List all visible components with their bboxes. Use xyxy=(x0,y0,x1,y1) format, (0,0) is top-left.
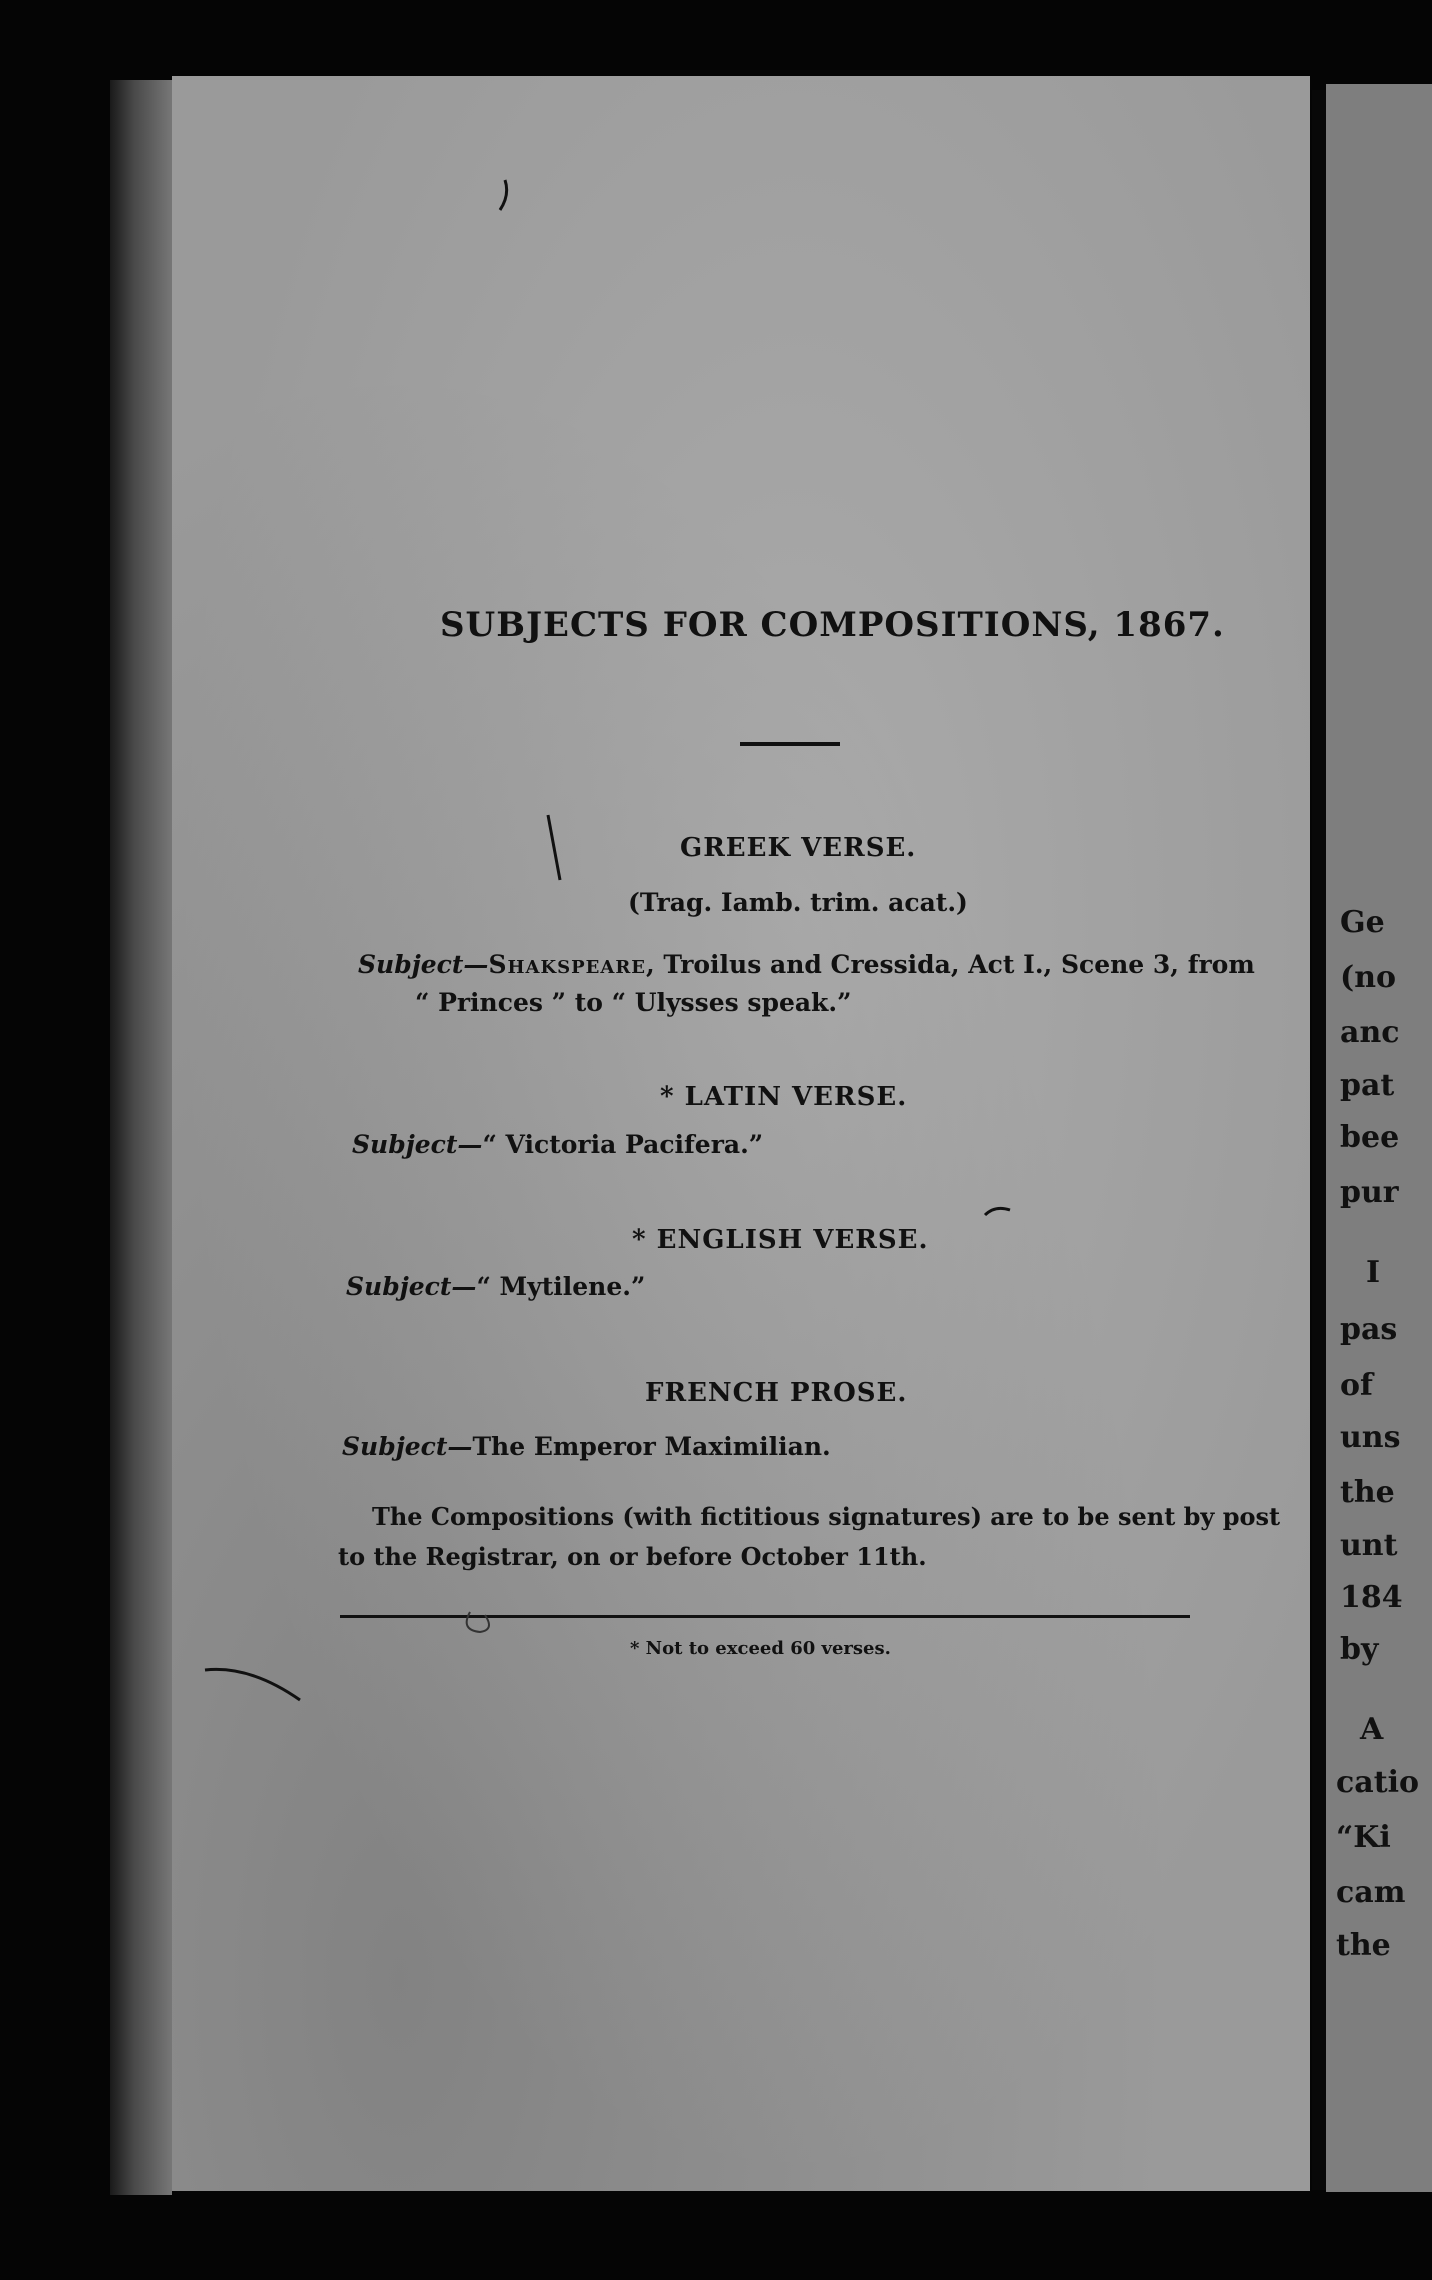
facing-page-fragment: the xyxy=(1336,1928,1391,1963)
pencil-stroke xyxy=(985,1208,1010,1215)
facing-page-fragment: catio xyxy=(1336,1765,1419,1800)
facing-page-fragment: Ge xyxy=(1340,905,1385,940)
subject-label: Subject— xyxy=(358,950,489,979)
facing-page-fragment: of xyxy=(1340,1368,1373,1403)
facing-page-fragment: cam xyxy=(1336,1875,1406,1910)
english-verse-heading: * ENGLISH VERSE. xyxy=(632,1225,929,1255)
instructions-line-2: to the Registrar, on or before October 11th. xyxy=(338,1542,927,1571)
subject-label: Subject— xyxy=(352,1130,483,1159)
page-title: SUBJECTS FOR COMPOSITIONS, 1867. xyxy=(440,605,1225,645)
facing-page-fragment: “Ki xyxy=(1336,1820,1391,1855)
greek-verse-heading: GREEK VERSE. xyxy=(680,833,917,863)
instructions-line-1: The Compositions (with fictitious signatures) are to be sent by post xyxy=(372,1502,1281,1531)
facing-page-fragment: (no xyxy=(1340,960,1397,995)
facing-page-fragment: bee xyxy=(1340,1120,1400,1155)
subject-text: “ Victoria Pacifera.” xyxy=(482,1130,764,1159)
subject-text: “ Mytilene.” xyxy=(476,1272,646,1301)
french-prose-heading: FRENCH PROSE. xyxy=(645,1378,908,1408)
facing-page-fragment: pas xyxy=(1340,1312,1398,1347)
subject-label: Subject— xyxy=(346,1272,477,1301)
facing-page-fragment: anc xyxy=(1340,1015,1400,1050)
facing-page-fragment: pat xyxy=(1340,1068,1395,1103)
pencil-stroke xyxy=(548,815,560,880)
pencil-stroke xyxy=(205,1669,300,1700)
greek-verse-subject-cont: “ Princes ” to “ Ulysses speak.” xyxy=(415,988,852,1017)
subject-label: Subject— xyxy=(342,1432,473,1461)
facing-page-fragment: pur xyxy=(1340,1175,1399,1210)
subject-text: The Emperor Maximilian. xyxy=(472,1432,831,1461)
subject-author: Shakspeare xyxy=(488,950,647,979)
facing-page-fragment: unt xyxy=(1340,1528,1398,1563)
footnote: * Not to exceed 60 verses. xyxy=(630,1638,891,1659)
pencil-stroke xyxy=(467,1612,489,1632)
facing-page-fragment: I xyxy=(1366,1255,1381,1290)
facing-page-fragment: by xyxy=(1340,1632,1379,1667)
facing-page-fragment: 184 xyxy=(1340,1580,1403,1615)
facing-page-fragment: A xyxy=(1360,1712,1384,1747)
subject-text: , Troilus and Cressida, Act I., Scene 3, from xyxy=(646,950,1255,979)
latin-verse-heading: * LATIN VERSE. xyxy=(660,1082,908,1112)
greek-verse-note: (Trag. Iamb. trim. acat.) xyxy=(628,888,968,917)
facing-page-fragment: the xyxy=(1340,1475,1395,1510)
facing-page-fragment: uns xyxy=(1340,1420,1401,1455)
pencil-stroke xyxy=(500,180,507,210)
